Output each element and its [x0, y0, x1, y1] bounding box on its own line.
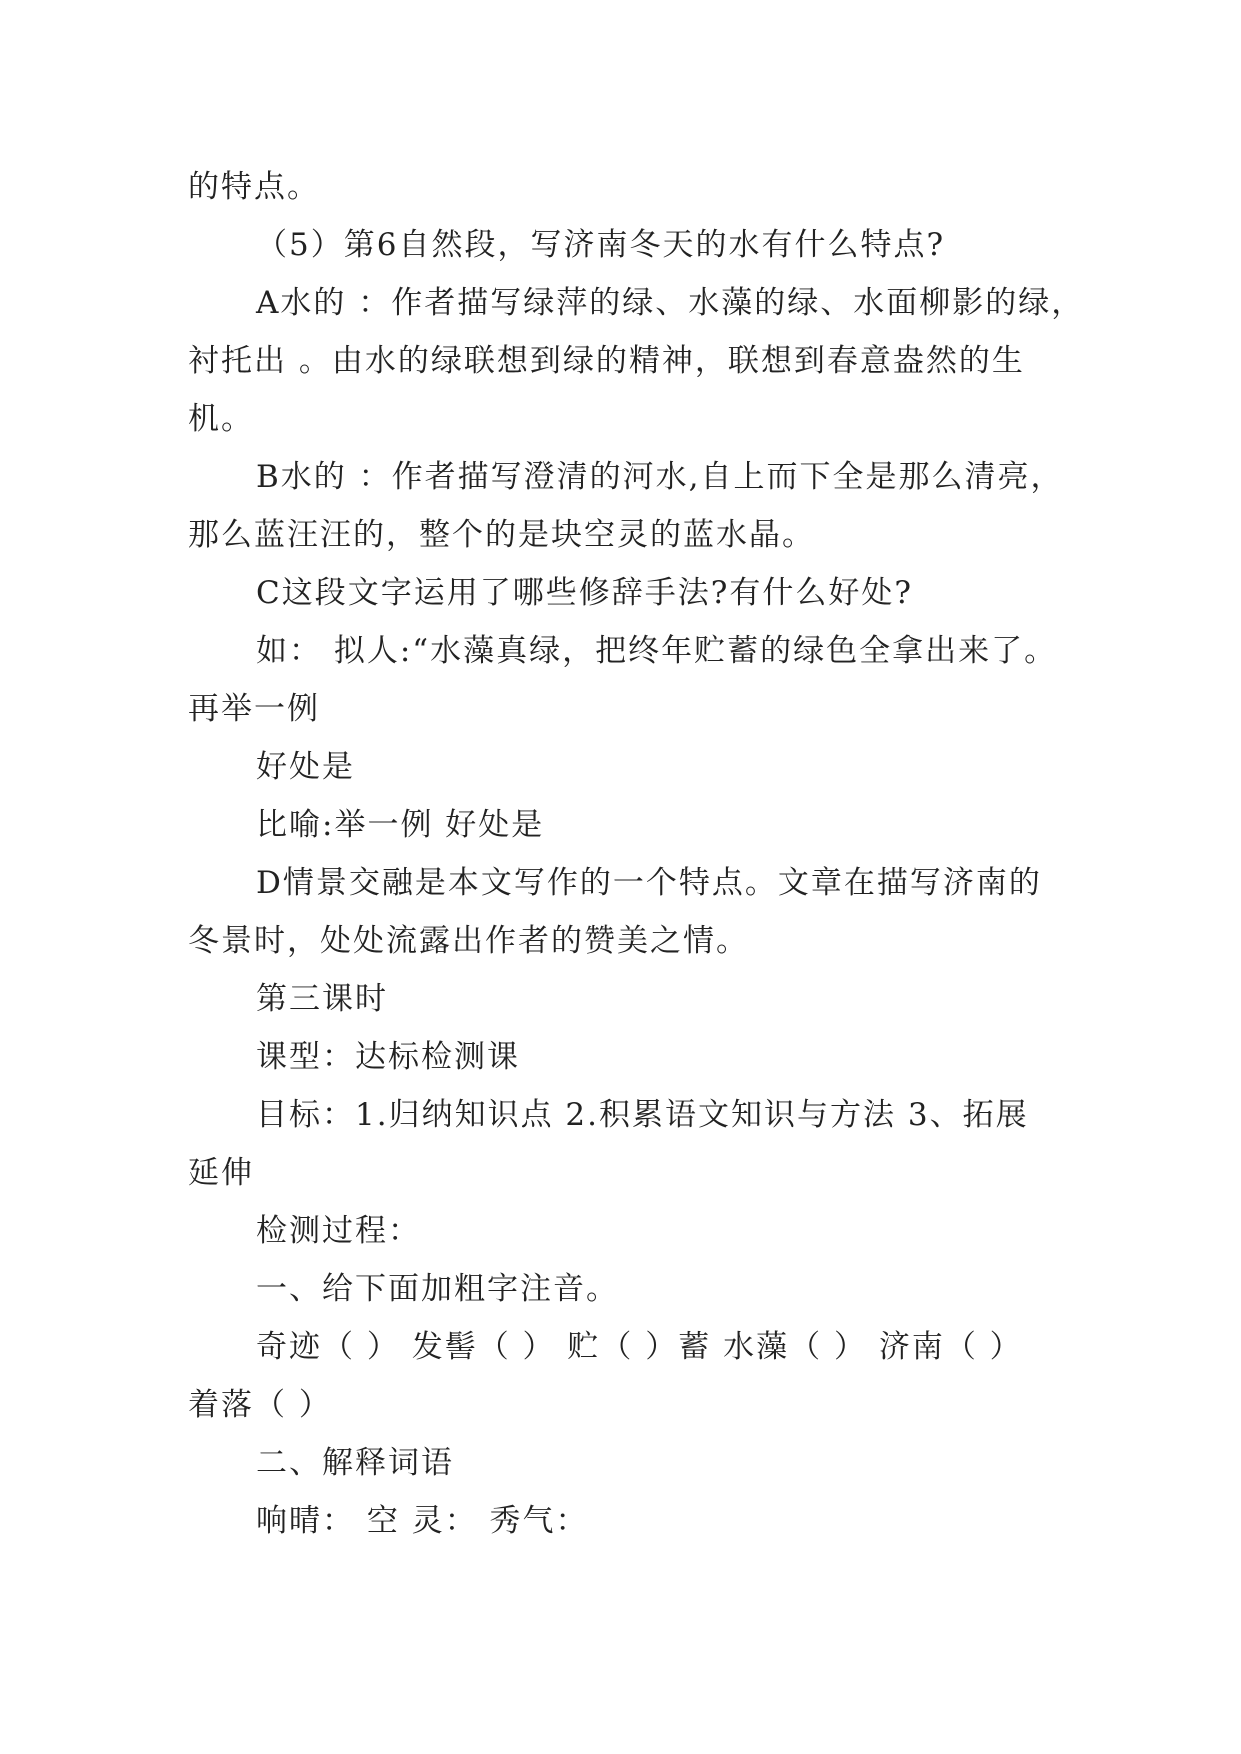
- text-line: C这段文字运用了哪些修辞手法?有什么好处?: [256, 575, 913, 611]
- text-line: 检测过程：: [256, 1213, 421, 1249]
- text-line: 衬托出 。由水的绿联想到绿的精神，联想到春意盎然的生: [188, 343, 1025, 379]
- question-heading: 二、解释词语: [256, 1445, 454, 1481]
- text-line: 如： 拟人:“水藻真绿，把终年贮蓄的绿色全拿出来了。: [256, 633, 1058, 669]
- text-line: 机。: [188, 401, 254, 437]
- text-line: 课型：达标检测课: [256, 1039, 520, 1075]
- document-body: [188, 158, 1085, 1550]
- text-line: 的特点。: [188, 169, 320, 205]
- text-line: 再举一例: [188, 691, 320, 727]
- question-heading: 一、给下面加粗字注音。: [256, 1271, 619, 1307]
- text-line: 比喻:举一例 好处是: [256, 807, 545, 843]
- text-line: B水的 ：作者描写澄清的河水,自上而下全是那么清亮，: [256, 459, 1064, 495]
- text-line: 冬景时，处处流露出作者的赞美之情。: [188, 923, 749, 959]
- text-line: 延伸: [188, 1155, 254, 1191]
- text-line: 奇迹（ ） 发髻（ ） 贮（ ）蓄 水藻（ ） 济南（ ）: [256, 1329, 1023, 1365]
- text-line: 目标：1.归纳知识点 2.积累语文知识与方法 3、拓展: [256, 1097, 1029, 1133]
- text-line: 那么蓝汪汪的，整个的是块空灵的蓝水晶。: [188, 517, 815, 553]
- text-line: 着落（ ）: [188, 1387, 332, 1423]
- text-line: A水的 ：作者描写绿萍的绿、水藻的绿、水面柳影的绿，: [256, 285, 1085, 321]
- text-line: 好处是: [256, 749, 355, 785]
- text-line: D情景交融是本文写作的一个特点。文章在描写济南的: [256, 865, 1042, 901]
- text-line: 响晴： 空 灵： 秀气：: [256, 1503, 589, 1539]
- text-line: （5）第6自然段，写济南冬天的水有什么特点?: [256, 227, 946, 263]
- section-heading: 第三课时: [256, 981, 388, 1017]
